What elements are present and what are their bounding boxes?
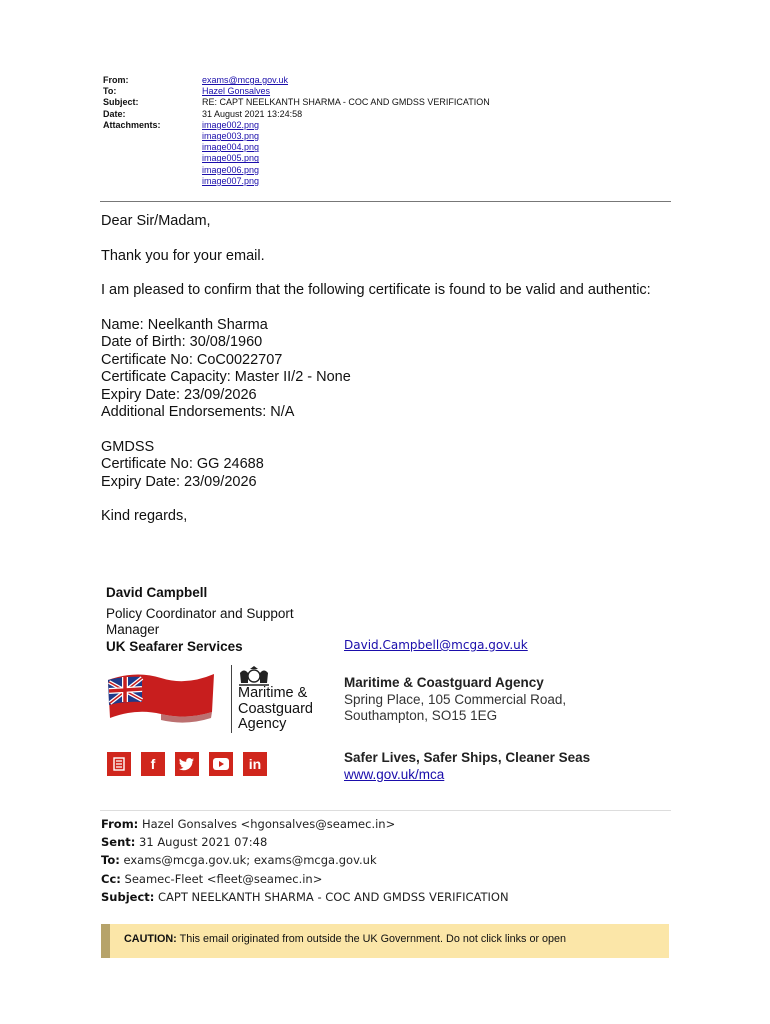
thanks-line: Thank you for your email. [101, 247, 265, 264]
original-cc-label: Cc: [101, 871, 121, 886]
original-subject-row [101, 888, 509, 906]
caution-label: CAUTION: [124, 933, 177, 945]
logo-text-line: Maritime & [238, 685, 308, 701]
date-label: Date: [103, 108, 126, 119]
social-icons [107, 752, 267, 776]
signer-name: David Campbell [106, 585, 208, 600]
logo-text-line: Coastguard [238, 700, 313, 717]
signer-email-link[interactable]: David.Campbell@mcga.gov.uk [344, 638, 528, 652]
agency-motto-block [344, 750, 590, 783]
original-cc-value: Seamec-Fleet <fleet@seamec.in> [124, 871, 323, 886]
from-link[interactable]: exams@mcga.gov.uk [202, 75, 289, 85]
original-from-label: From: [101, 817, 139, 831]
gmdss-heading: GMDSS [101, 438, 155, 455]
address-line: Spring Place, 105 Commercial Road, [344, 691, 567, 707]
header-date-row [103, 109, 490, 120]
blog-icon[interactable] [107, 752, 131, 776]
caution-bar [101, 924, 110, 958]
from-label: From: [103, 75, 129, 85]
email-header [103, 75, 490, 187]
agency-motto: Safer Lives, Safer Ships, Cleaner Seas [344, 750, 591, 765]
address-line: Southampton, SO15 1EG [344, 708, 498, 723]
attachment-link[interactable]: image007.png [202, 175, 260, 186]
caution-banner [101, 924, 669, 958]
header-from-row [103, 75, 490, 86]
attachment-link[interactable]: image004.png [202, 142, 260, 153]
gmdss-expiry-date: Expiry Date: 23/09/2026 [101, 473, 257, 490]
original-sent-value: 31 August 2021 07:48 [139, 835, 268, 850]
subject-label: Subject: [103, 97, 139, 108]
to-label: To: [103, 86, 117, 97]
original-to-row [101, 851, 509, 869]
signer-organisation: UK Seafarer Services [106, 638, 243, 654]
date-of-birth: Date of Birth: 30/08/1960 [101, 334, 263, 350]
twitter-icon[interactable] [175, 752, 199, 776]
website-link[interactable]: www.gov.uk/mca [344, 766, 445, 782]
caution-text [124, 933, 566, 945]
header-to-row [103, 86, 490, 97]
original-from-row [101, 815, 509, 833]
original-to-label: To: [101, 853, 120, 868]
linkedin-icon[interactable]: in [243, 752, 267, 776]
header-subject-row [103, 97, 490, 108]
gmdss-certificate-number: Certificate No: GG 24688 [101, 456, 264, 472]
subject-value: RE: CAPT NEELKANTH SHARMA - COC AND GMDSS VERIFICATION [202, 97, 490, 108]
royal-crest-icon [236, 665, 272, 687]
mca-logo-text [238, 686, 313, 733]
caution-message: This email originated from outside the UK Government. Do not click links or open [179, 933, 567, 945]
facebook-icon[interactable]: f [141, 752, 165, 776]
signer-role: Policy Coordinator and Support Manager [106, 605, 294, 637]
attachment-link[interactable]: image002.png [202, 119, 260, 130]
attachments-list [202, 120, 259, 187]
certificate-capacity: Certificate Capacity: Master II/2 - None [101, 369, 351, 385]
date-value: 31 August 2021 13:24:58 [202, 108, 303, 119]
message-body [101, 213, 661, 543]
certificate-details [101, 317, 661, 422]
expiry-date: Expiry Date: 23/09/2026 [101, 386, 257, 403]
original-subject-value: CAPT NEELKANTH SHARMA - COC AND GMDSS VERIFICATION [158, 889, 509, 904]
youtube-icon[interactable] [209, 752, 233, 776]
original-to-value: exams@mcga.gov.uk; exams@mcga.gov.uk [123, 853, 377, 868]
attachment-link[interactable]: image003.png [202, 131, 260, 142]
header-divider [100, 201, 671, 202]
sign-off: Kind regards, [101, 508, 188, 524]
attachment-link[interactable]: image005.png [202, 153, 260, 164]
original-sent-label: Sent: [101, 835, 136, 850]
original-subject-label: Subject: [101, 889, 155, 904]
gmdss-details [101, 439, 661, 492]
original-from-value: Hazel Gonsalves <hgonsalves@seamec.in> [141, 817, 396, 831]
forward-divider [100, 810, 671, 811]
original-cc-row [101, 870, 509, 888]
confirm-line: I am pleased to confirm that the following certificate is found to be valid and authentic: [101, 282, 651, 298]
logo-divider [231, 665, 232, 733]
signature-block [106, 585, 326, 655]
greeting: Dear Sir/Madam, [101, 213, 211, 229]
logo-text-line: Agency [238, 716, 287, 732]
original-sent-row [101, 833, 509, 851]
holder-name: Name: Neelkanth Sharma [101, 316, 268, 333]
certificate-number: Certificate No: CoC0022707 [101, 351, 283, 368]
original-message-header [101, 815, 509, 906]
additional-endorsements: Additional Endorsements: N/A [101, 404, 295, 420]
header-attachments-row [103, 120, 490, 187]
agency-address [344, 675, 566, 725]
attachments-label: Attachments: [103, 119, 161, 130]
agency-title: Maritime & Coastguard Agency [344, 675, 544, 690]
to-link[interactable]: Hazel Gonsalves [202, 86, 271, 97]
attachment-link[interactable]: image006.png [202, 164, 260, 175]
red-ensign-flag-icon [106, 668, 216, 728]
